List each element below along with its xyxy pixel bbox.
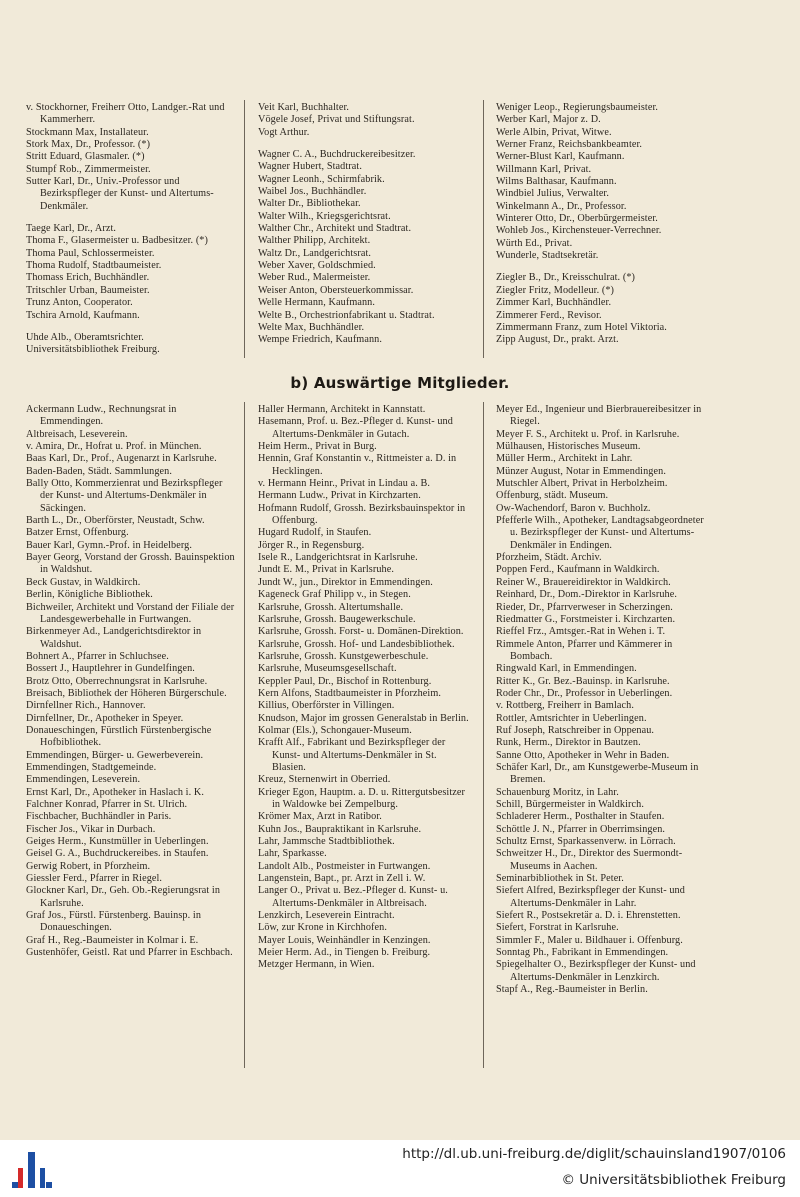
member-entry: Knudson, Major im grossen Generalstab in Berlin. — [258, 712, 469, 724]
member-entry: Sonntag Ph., Fabrikant in Emmendingen. — [496, 947, 669, 959]
member-entry: Berlin, Königliche Bibliothek. — [26, 589, 153, 601]
column-divider — [244, 100, 245, 358]
member-entry: Krafft Alf., Fabrikant und Bezirkspfleger der Kunst- und Altertums-Denkmäler in St. Blasien. — [258, 737, 446, 773]
member-entry: Karlsruhe, Grossh. Forst- u. Domänen-Direktion. — [258, 626, 464, 638]
member-entry: Schladerer Herm., Posthalter in Staufen. — [496, 811, 665, 823]
member-entry: Siefert Alfred, Bezirkspfleger der Kunst- und Altertums-Denkmäler in Lahr. — [496, 885, 685, 909]
member-entry: Münzer August, Notar in Emmendingen. — [496, 465, 666, 477]
member-entry: Bichweiler, Architekt und Vorstand der Filiale der Landesgewerbehalle in Furtwangen. — [26, 601, 235, 625]
member-entry: Dirnfellner, Dr., Apotheker in Speyer. — [26, 712, 184, 724]
member-entry: Universitätsbibliothek Freiburg. — [26, 344, 160, 356]
member-entry: Meier Herm. Ad., in Tiengen b. Freiburg. — [258, 947, 431, 959]
member-entry: Waltz Dr., Landgerichtsrat. — [258, 247, 372, 259]
column-divider — [483, 100, 484, 358]
member-entry: Ziegler B., Dr., Kreisschulrat. (*) — [496, 272, 636, 284]
member-entry: Stritt Eduard, Glasmaler. (*) — [26, 151, 145, 163]
member-entry: Gustenhöfer, Geistl. Rat und Pfarrer in Eschbach. — [26, 947, 233, 959]
member-entry: Beck Gustav, in Waldkirch. — [26, 576, 141, 588]
member-entry: Jörger R., in Regensburg. — [258, 539, 365, 551]
member-entry: Lenzkirch, Leseverein Eintracht. — [258, 910, 395, 922]
member-entry: Hofmann Rudolf, Grossh. Bezirksbauinspektor in Offenburg. — [258, 502, 466, 527]
member-entry: Jundt W., jun., Direktor in Emmendingen. — [258, 576, 433, 588]
member-entry: Wempe Friedrich, Kaufmann. — [258, 334, 382, 346]
member-entry: Wagner C. A., Buchdruckereibesitzer. — [258, 149, 416, 161]
member-entry: Siefert R., Postsekretär a. D. i. Ehrenstetten. — [496, 910, 681, 922]
member-entry: Hennin, Graf Konstantin v., Rittmeister a. D. in Hecklingen. — [258, 453, 457, 477]
member-entry: Mayer Louis, Weinhändler in Kenzingen. — [258, 934, 431, 946]
member-entry: Schill, Bürgermeister in Waldkirch. — [496, 799, 645, 810]
section-heading: b) Auswärtige Mitglieder. — [290, 374, 510, 392]
member-entry: Vogt Arthur. — [258, 126, 310, 138]
member-entry: Ackermann Ludw., Rechnungsrat in Emmendingen. — [26, 404, 177, 428]
member-entry: Emmendingen, Leseverein. — [26, 774, 141, 786]
member-entry: Metzger Hermann, in Wien. — [258, 959, 375, 971]
member-entry: Tritschler Urban, Baumeister. — [26, 284, 150, 296]
member-entry: Bayer Georg, Vorstand der Grossh. Bauinspektion in Waldshut. — [26, 552, 235, 576]
member-entry: Rimmele Anton, Pfarrer und Kämmerer in Bombach. — [496, 638, 673, 662]
member-entry: Werber Karl, Major z. D. — [496, 114, 601, 126]
member-entry: Zimmermann Franz, zum Hotel Viktoria. — [496, 321, 667, 333]
top-column-2 — [258, 102, 471, 347]
member-entry: Walther Chr., Architekt und Stadtrat. — [258, 223, 412, 235]
member-entry: Stapf A., Reg.-Baumeister in Berlin. — [496, 984, 648, 996]
bottom-column-2 — [258, 404, 471, 972]
member-entry: Lahr, Jammsche Stadtbibliothek. — [258, 836, 395, 848]
member-entry: Müller Herm., Architekt in Lahr. — [496, 453, 633, 465]
member-entry: Dirnfellner Rich., Hannover. — [26, 700, 146, 712]
member-entry: Walter Dr., Bibliothekar. — [258, 198, 361, 210]
member-entry: Birkenmeyer Ad., Landgerichtsdirektor in Waldshut. — [26, 626, 202, 650]
column-divider — [244, 402, 245, 1068]
member-entry: Walter Wilh., Kriegsgerichtsrat. — [258, 210, 391, 222]
member-entry: Wagner Leonh., Schirmfabrik. — [258, 173, 385, 185]
member-entry: Krieger Egon, Hauptm. a. D. u. Rittergutsbesitzer in Waldowke bei Zempelburg. — [258, 786, 465, 810]
member-entry: v. Rottberg, Freiherr in Bamlach. — [496, 700, 634, 712]
member-entry: Geisel G. A., Buchdruckereibes. in Staufen. — [26, 848, 209, 860]
member-entry: Geiges Herm., Kunstmüller in Ueberlingen. — [26, 836, 209, 848]
member-entry: Brotz Otto, Oberrechnungsrat in Karlsruhe. — [26, 675, 208, 687]
member-entry: Baas Karl, Dr., Prof., Augenarzt in Karlsruhe. — [26, 453, 217, 465]
member-entry: Ritter K., Gr. Bez.-Bauinsp. in Karlsruhe. — [496, 675, 670, 687]
member-entry: Welle Hermann, Kaufmann. — [258, 297, 375, 309]
member-entry: Tschira Arnold, Kaufmann. — [26, 309, 140, 321]
member-entry: Langenstein, Bapt., pr. Arzt in Zell i. W. — [258, 873, 426, 885]
member-entry: Thoma Rudolf, Stadtbaumeister. — [26, 260, 162, 272]
member-entry: Pforzheim, Städt. Archiv. — [496, 552, 602, 564]
member-entry: Hasemann, Prof. u. Bez.-Pfleger d. Kunst- und Altertums-Denkmäler in Gutach. — [258, 416, 453, 440]
member-entry: Siefert, Forstrat in Karlsruhe. — [496, 922, 619, 934]
member-entry: Hermann Ludw., Privat in Kirchzarten. — [258, 490, 421, 502]
member-entry: Waibel Jos., Buchhändler. — [258, 186, 367, 198]
member-entry: Sanne Otto, Apotheker in Wehr in Baden. — [496, 749, 670, 761]
member-entry: Gerwig Robert, in Pforzheim. — [26, 860, 151, 872]
top-column-1 — [26, 102, 238, 357]
member-entry: Winterer Otto, Dr., Oberbürgermeister. — [496, 213, 658, 225]
member-entry: Bossert J., Hauptlehrer in Gundelfingen. — [26, 663, 195, 675]
member-entry: Breisach, Bibliothek der Höheren Bürgerschule. — [26, 687, 227, 699]
member-entry: Fischer Jos., Vikar in Durbach. — [26, 823, 156, 835]
member-entry: Wohleb Jos., Kirchensteuer-Verrechner. — [496, 225, 662, 237]
member-entry: Schäfer Karl, Dr., am Kunstgewerbe-Museum in Bremen. — [496, 761, 699, 786]
member-entry: Kolmar (Els.), Schongauer-Museum. — [258, 724, 412, 736]
member-entry: Weniger Leop., Regierungsbaumeister. — [496, 102, 659, 113]
member-entry: Werner Franz, Reichsbankbeamter. — [496, 139, 643, 151]
member-entry: v. Hermann Heinr., Privat in Lindau a. B. — [258, 478, 431, 490]
member-entry: Karlsruhe, Grossh. Altertumshalle. — [258, 601, 404, 613]
column-divider — [483, 402, 484, 1068]
member-entry: Welte Max, Buchhändler. — [258, 321, 365, 333]
member-entry: Emmendingen, Stadtgemeinde. — [26, 761, 157, 773]
member-entry: Stork Max, Dr., Professor. (*) — [26, 139, 151, 151]
member-entry: Stockmann Max, Installateur. — [26, 126, 149, 138]
member-entry: Mülhausen, Historisches Museum. — [496, 441, 641, 453]
member-entry: Meyer Ed., Ingenieur und Bierbrauereibesitzer in Riegel. — [496, 404, 702, 428]
member-entry: Windbiel Julius, Verwalter. — [496, 188, 610, 200]
member-entry: Pfefferle Wilh., Apotheker, Landtagsabgeordneter u. Bezirkspfleger der Kunst- und Altertums-Denkmäler in Endingen. — [496, 515, 704, 551]
member-entry: Seminarbibliothek in St. Peter. — [496, 873, 624, 885]
member-entry: Keppler Paul, Dr., Bischof in Rottenburg. — [258, 675, 432, 687]
member-entry: Vögele Josef, Privat und Stiftungsrat. — [258, 114, 415, 126]
source-url-link[interactable]: http://dl.ub.uni-freiburg.de/diglit/schauinsland1907/0106 — [402, 1146, 786, 1162]
member-entry: Emmendingen, Bürger- u. Gewerbeverein. — [26, 749, 204, 761]
member-entry: Werner-Blust Karl, Kaufmann. — [496, 151, 625, 163]
member-entry: Zipp August, Dr., prakt. Arzt. — [496, 334, 619, 346]
member-entry: Ringwald Karl, in Emmendingen. — [496, 663, 637, 675]
member-entry: Poppen Ferd., Kaufmann in Waldkirch. — [496, 564, 660, 576]
member-entry: Winkelmann A., Dr., Professor. — [496, 200, 627, 212]
member-entry: Offenburg, städt. Museum. — [496, 490, 609, 502]
member-entry: Runk, Herm., Direktor in Bautzen. — [496, 737, 641, 749]
member-entry: Bally Otto, Kommerzienrat und Bezirkspfleger der Kunst- und Altertums-Denkmäler in Säckingen. — [26, 478, 223, 514]
member-entry: Barth L., Dr., Oberförster, Neustadt, Schw. — [26, 515, 205, 527]
member-entry: Kreuz, Sternenwirt in Oberried. — [258, 774, 391, 786]
member-entry: Kuhn Jos., Baupraktikant in Karlsruhe. — [258, 823, 422, 835]
member-entry: Ernst Karl, Dr., Apotheker in Haslach i. K. — [26, 786, 205, 798]
member-entry: Langer O., Privat u. Bez.-Pfleger d. Kunst- u. Altertums-Denkmäler in Altbreisach. — [258, 885, 448, 909]
member-entry: Veit Karl, Buchhalter. — [258, 102, 350, 113]
member-entry: v. Amira, Dr., Hofrat u. Prof. in München. — [26, 441, 202, 453]
member-entry: Stumpf Rob., Zimmermeister. — [26, 163, 151, 175]
member-entry: Reinhard, Dr., Dom.-Direktor in Karlsruhe. — [496, 589, 678, 601]
member-entry: Kern Alfons, Stadtbaumeister in Pforzheim. — [258, 687, 442, 699]
member-entry: Ow-Wachendorf, Baron v. Buchholz. — [496, 502, 651, 514]
member-entry: Spiegelhalter O., Bezirkspfleger der Kunst- und Altertums-Denkmäler in Lenzkirch. — [496, 959, 696, 983]
member-entry: Graf Jos., Fürstl. Fürstenberg. Bauinsp. in Donaueschingen. — [26, 910, 202, 934]
member-entry: Thoma Paul, Schlossermeister. — [26, 247, 155, 259]
member-entry: Mutschler Albert, Privat in Herbolzheim. — [496, 478, 668, 490]
member-entry: Zimmer Karl, Buchhändler. — [496, 297, 612, 309]
member-entry: Altbreisach, Leseverein. — [26, 428, 128, 440]
member-entry: Schweitzer H., Dr., Direktor des Suermondt-Museums in Aachen. — [496, 848, 683, 872]
member-entry: Taege Karl, Dr., Arzt. — [26, 223, 117, 235]
member-entry: Karlsruhe, Grossh. Kunstgewerbeschule. — [258, 650, 429, 662]
member-entry: Uhde Alb., Oberamtsrichter. — [26, 331, 144, 343]
top-column-3 — [496, 102, 710, 347]
ub-freiburg-logo-icon — [12, 1150, 52, 1190]
member-entry: Bohnert A., Pfarrer in Schluchsee. — [26, 650, 169, 662]
bottom-column-3 — [496, 404, 710, 997]
member-entry: Bauer Karl, Gymn.-Prof. in Heidelberg. — [26, 539, 193, 551]
member-entry: Jundt E. M., Privat in Karlsruhe. — [258, 564, 395, 576]
member-entry: Fischbacher, Buchhändler in Paris. — [26, 811, 172, 823]
member-entry: Thomass Erich, Buchhändler. — [26, 272, 150, 284]
bottom-column-1 — [26, 404, 238, 959]
member-entry: Karlsruhe, Museumsgesellschaft. — [258, 663, 397, 675]
member-entry: Schauenburg Moritz, in Lahr. — [496, 786, 619, 798]
member-entry: Thoma F., Glasermeister u. Badbesitzer. (*) — [26, 235, 208, 247]
member-entry: Trunz Anton, Cooperator. — [26, 297, 133, 309]
copyright-text: © Universitätsbibliothek Freiburg — [561, 1172, 786, 1188]
member-entry: Schultz Ernst, Sparkassenverw. in Lörrach. — [496, 836, 676, 848]
member-entry: Reiner W., Brauereidirektor in Waldkirch. — [496, 576, 671, 588]
member-entry: Giessler Ferd., Pfarrer in Riegel. — [26, 873, 163, 885]
member-entry: Wilms Balthasar, Kaufmann. — [496, 176, 617, 188]
member-entry: v. Stockhorner, Freiherr Otto, Landger.-Rat und Kammerherr. — [26, 102, 225, 126]
member-entry: Kageneck Graf Philipp v., in Stegen. — [258, 589, 411, 601]
member-entry: Simmler F., Maler u. Bildhauer i. Offenburg. — [496, 934, 683, 946]
footer-bar — [0, 1140, 800, 1197]
member-entry: Roder Chr., Dr., Professor in Ueberlingen. — [496, 687, 673, 699]
member-entry: Wunderle, Stadtsekretär. — [496, 250, 599, 262]
member-entry: Glockner Karl, Dr., Geh. Ob.-Regierungsrat in Karlsruhe. — [26, 885, 221, 909]
member-entry: Falchner Konrad, Pfarrer in St. Ulrich. — [26, 799, 188, 810]
member-entry: Riedmatter G., Forstmeister i. Kirchzarten. — [496, 613, 676, 625]
member-entry: Werle Albin, Privat, Witwe. — [496, 126, 612, 138]
member-entry: Zimmerer Ferd., Revisor. — [496, 309, 602, 321]
member-entry: Hugard Rudolf, in Staufen. — [258, 527, 372, 539]
member-entry: Karlsruhe, Grossh. Hof- und Landesbibliothek. — [258, 638, 455, 650]
member-entry: Willmann Karl, Privat. — [496, 163, 592, 175]
member-entry: Weber Rud., Malermeister. — [258, 272, 371, 284]
member-entry: Welte B., Orchestrionfabrikant u. Stadtrat. — [258, 309, 435, 321]
member-entry: Würth Ed., Privat. — [496, 237, 573, 249]
member-entry: Killius, Oberförster in Villingen. — [258, 700, 395, 712]
member-entry: Lahr, Sparkasse. — [258, 848, 327, 860]
member-entry: Sutter Karl, Dr., Univ.-Professor und Bezirkspfleger der Kunst- und Altertums-Denkmäler. — [26, 176, 214, 212]
member-entry: Baden-Baden, Städt. Sammlungen. — [26, 465, 172, 477]
member-entry: Heim Herm., Privat in Burg. — [258, 441, 377, 453]
member-entry: Rieffel Frz., Amtsger.-Rat in Wehen i. T. — [496, 626, 666, 638]
member-entry: Haller Hermann, Architekt in Kannstatt. — [258, 404, 426, 415]
member-entry: Ruf Joseph, Ratschreiber in Oppenau. — [496, 724, 655, 736]
member-entry: Graf H., Reg.-Baumeister in Kolmar i. E. — [26, 934, 199, 946]
member-entry: Rottler, Amtsrichter in Ueberlingen. — [496, 712, 647, 724]
member-entry: Ziegler Fritz, Modelleur. (*) — [496, 284, 615, 296]
member-entry: Donaueschingen, Fürstlich Fürstenbergische Hofbibliothek. — [26, 724, 212, 749]
member-entry: Krömer Max, Arzt in Ratibor. — [258, 811, 382, 823]
member-entry: Walther Philipp, Architekt. — [258, 235, 371, 247]
member-entry: Karlsruhe, Grossh. Baugewerkschule. — [258, 613, 416, 625]
member-entry: Landolt Alb., Postmeister in Furtwangen. — [258, 860, 431, 872]
member-entry: Weber Xaver, Goldschmied. — [258, 260, 376, 272]
member-entry: Meyer F. S., Architekt u. Prof. in Karlsruhe. — [496, 428, 680, 440]
member-entry: Batzer Ernst, Offenburg. — [26, 527, 129, 539]
member-entry: Isele R., Landgerichtsrat in Karlsruhe. — [258, 552, 418, 564]
member-entry: Schöttle J. N., Pfarrer in Oberrimsingen. — [496, 823, 666, 835]
member-entry: Löw, zur Krone in Kirchhofen. — [258, 922, 387, 934]
member-entry: Rieder, Dr., Pfarrverweser in Scherzingen. — [496, 601, 673, 613]
member-entry: Wagner Hubert, Stadtrat. — [258, 161, 362, 173]
member-entry: Weiser Anton, Obersteuerkommissar. — [258, 284, 414, 296]
